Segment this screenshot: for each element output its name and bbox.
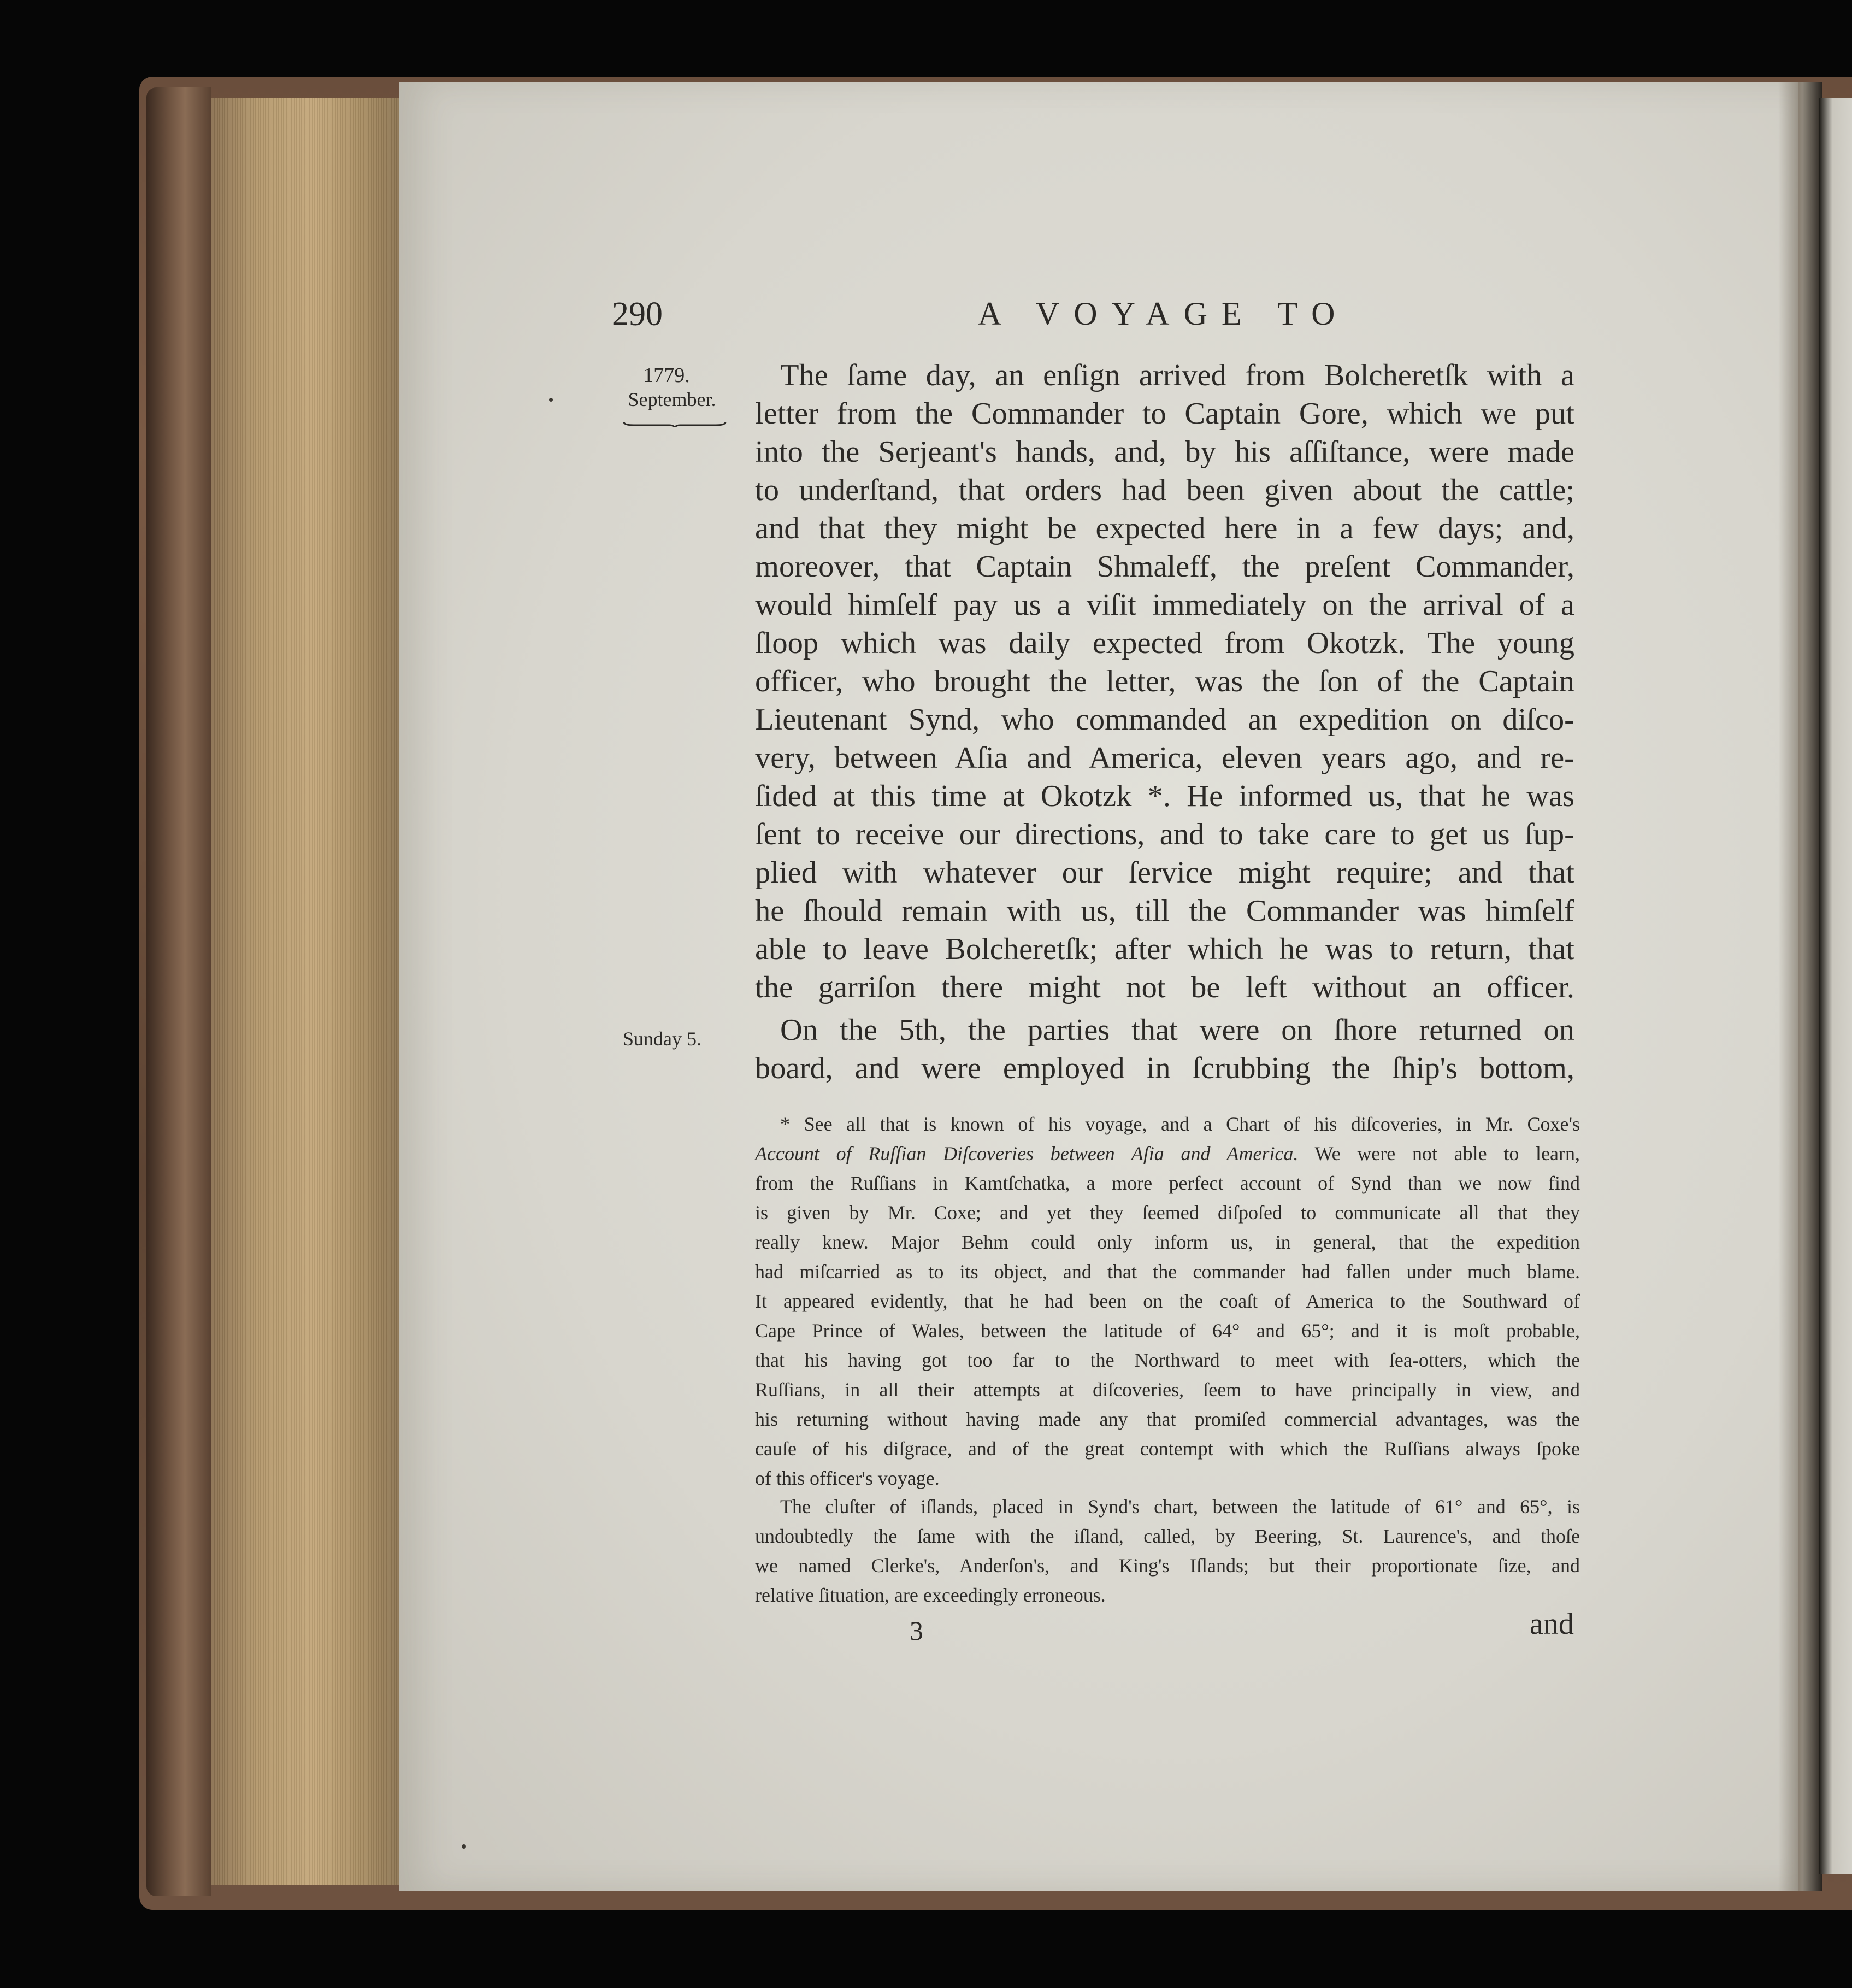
text-line: able to leave Bolcheretſk; after which he was to return, that [755, 932, 1574, 966]
margin-note-month: September. [628, 389, 716, 410]
text-line: The ſame day, an enſign arrived from Bolcheretſk with a [780, 358, 1574, 392]
body-paragraph-2 [755, 1011, 1574, 1087]
text-line: he ſhould remain with us, till the Commander was himſelf [755, 894, 1574, 928]
book-spine-edge [146, 87, 211, 1896]
text-line: board, and were employed in ſcrubbing the ſhip's bottom, [755, 1051, 1574, 1085]
footnote-line [755, 1139, 1580, 1168]
footnote-line: Cape Prince of Wales, between the latitude of 64° and 65°; and it is moſt probable, [755, 1320, 1580, 1342]
footnote-line: cauſe of his diſgrace, and of the great contempt with which the Ruſſians always ſpoke [755, 1438, 1580, 1460]
footnote-line: * See all that is known of his voyage, and a Chart of his diſcoveries, in Mr. Coxe's [780, 1113, 1580, 1135]
text-line: very, between Aſia and America, eleven years ago, and re- [755, 741, 1574, 775]
body-paragraph-1 [755, 356, 1574, 1007]
text-line: into the Serjeant's hands, and, by his aſſiſtance, were made [755, 435, 1574, 469]
text-line: ſloop which was daily expected from Okotzk. The young [755, 626, 1574, 660]
footnote-line: The cluſter of iſlands, placed in Synd's chart, between the latitude of 61° and 65°, is [780, 1496, 1580, 1518]
footnote-line: had miſcarried as to its object, and that the commander had fallen under much blame. [755, 1261, 1580, 1283]
speck [549, 398, 553, 402]
text-line: On the 5th, the parties that were on ſhore returned on [780, 1013, 1574, 1047]
margin-note-day: Sunday 5. [623, 1028, 701, 1050]
footnote-line-rest: We were not able to learn, [1298, 1143, 1580, 1164]
footnote-line: relative ſituation, are exceedingly erroneous. [755, 1584, 1106, 1606]
footnote-line: Ruſſians, in all their attempts at diſcoveries, ſeem to have principally in view, and [755, 1379, 1580, 1401]
margin-brace [623, 420, 727, 427]
page-block-edges [211, 98, 399, 1885]
footnote-line: really knew. Major Behm could only inform us, in general, that the expedition [755, 1231, 1580, 1253]
text-line: plied with whatever our ſervice might require; and that [755, 856, 1574, 890]
footnote-2 [755, 1492, 1580, 1610]
book-title-italic: Account of Ruſſian Diſcoveries between Aſia and America. [755, 1143, 1299, 1164]
page-number: 290 [612, 296, 663, 333]
footnote-line: his returning without having made any that promiſed commercial advantages, was the [755, 1408, 1580, 1430]
text-line: Lieutenant Synd, who commanded an expedition on diſco- [755, 703, 1574, 737]
facing-page-edge [1819, 98, 1852, 1874]
text-line: letter from the Commander to Captain Gore, which we put [755, 397, 1574, 431]
footnote-line: undoubtedly the ſame with the iſland, called, by Beering, St. Laurence's, and thoſe [755, 1525, 1580, 1547]
footnote-line: It appeared evidently, that he had been on the coaſt of America to the Southward of [755, 1290, 1580, 1312]
text-line: officer, who brought the letter, was the ſon of the Captain [755, 664, 1574, 698]
text-line: to underſtand, that orders had been given about the cattle; [755, 473, 1574, 507]
text-line: the garriſon there might not be left without an officer. [755, 971, 1574, 1004]
speck [462, 1844, 466, 1849]
footnote-1 [755, 1109, 1580, 1493]
footnote-line: is given by Mr. Coxe; and yet they ſeemed diſpoſed to communicate all that they [755, 1202, 1580, 1224]
text-line: moreover, that Captain Shmaleff, the preſent Commander, [755, 550, 1574, 584]
margin-note-year: 1779. [643, 364, 690, 387]
text-line: ſent to receive our directions, and to take care to get us ſup- [755, 817, 1574, 851]
catchword: and [1530, 1607, 1574, 1641]
footnote-line: from the Ruſſians in Kamtſchatka, a more perfect account of Synd than we now find [755, 1172, 1580, 1194]
footnote-line: we named Clerke's, Anderſon's, and King's Iſlands; but their proportionate ſize, and [755, 1555, 1580, 1577]
footnote-line: that his having got too far to the Northward to meet with ſea-otters, which the [755, 1349, 1580, 1371]
text-line: and that they might be expected here in a few days; and, [755, 511, 1574, 545]
page-gutter [1778, 82, 1822, 1891]
running-title: A VOYAGE TO [978, 296, 1349, 332]
text-line: ſided at this time at Okotzk *. He informed us, that he was [755, 779, 1574, 813]
text-line: would himſelf pay us a viſit immediately on the arrival of a [755, 588, 1574, 622]
footnote-line: of this officer's voyage. [755, 1467, 940, 1489]
signature-mark: 3 [910, 1615, 923, 1646]
